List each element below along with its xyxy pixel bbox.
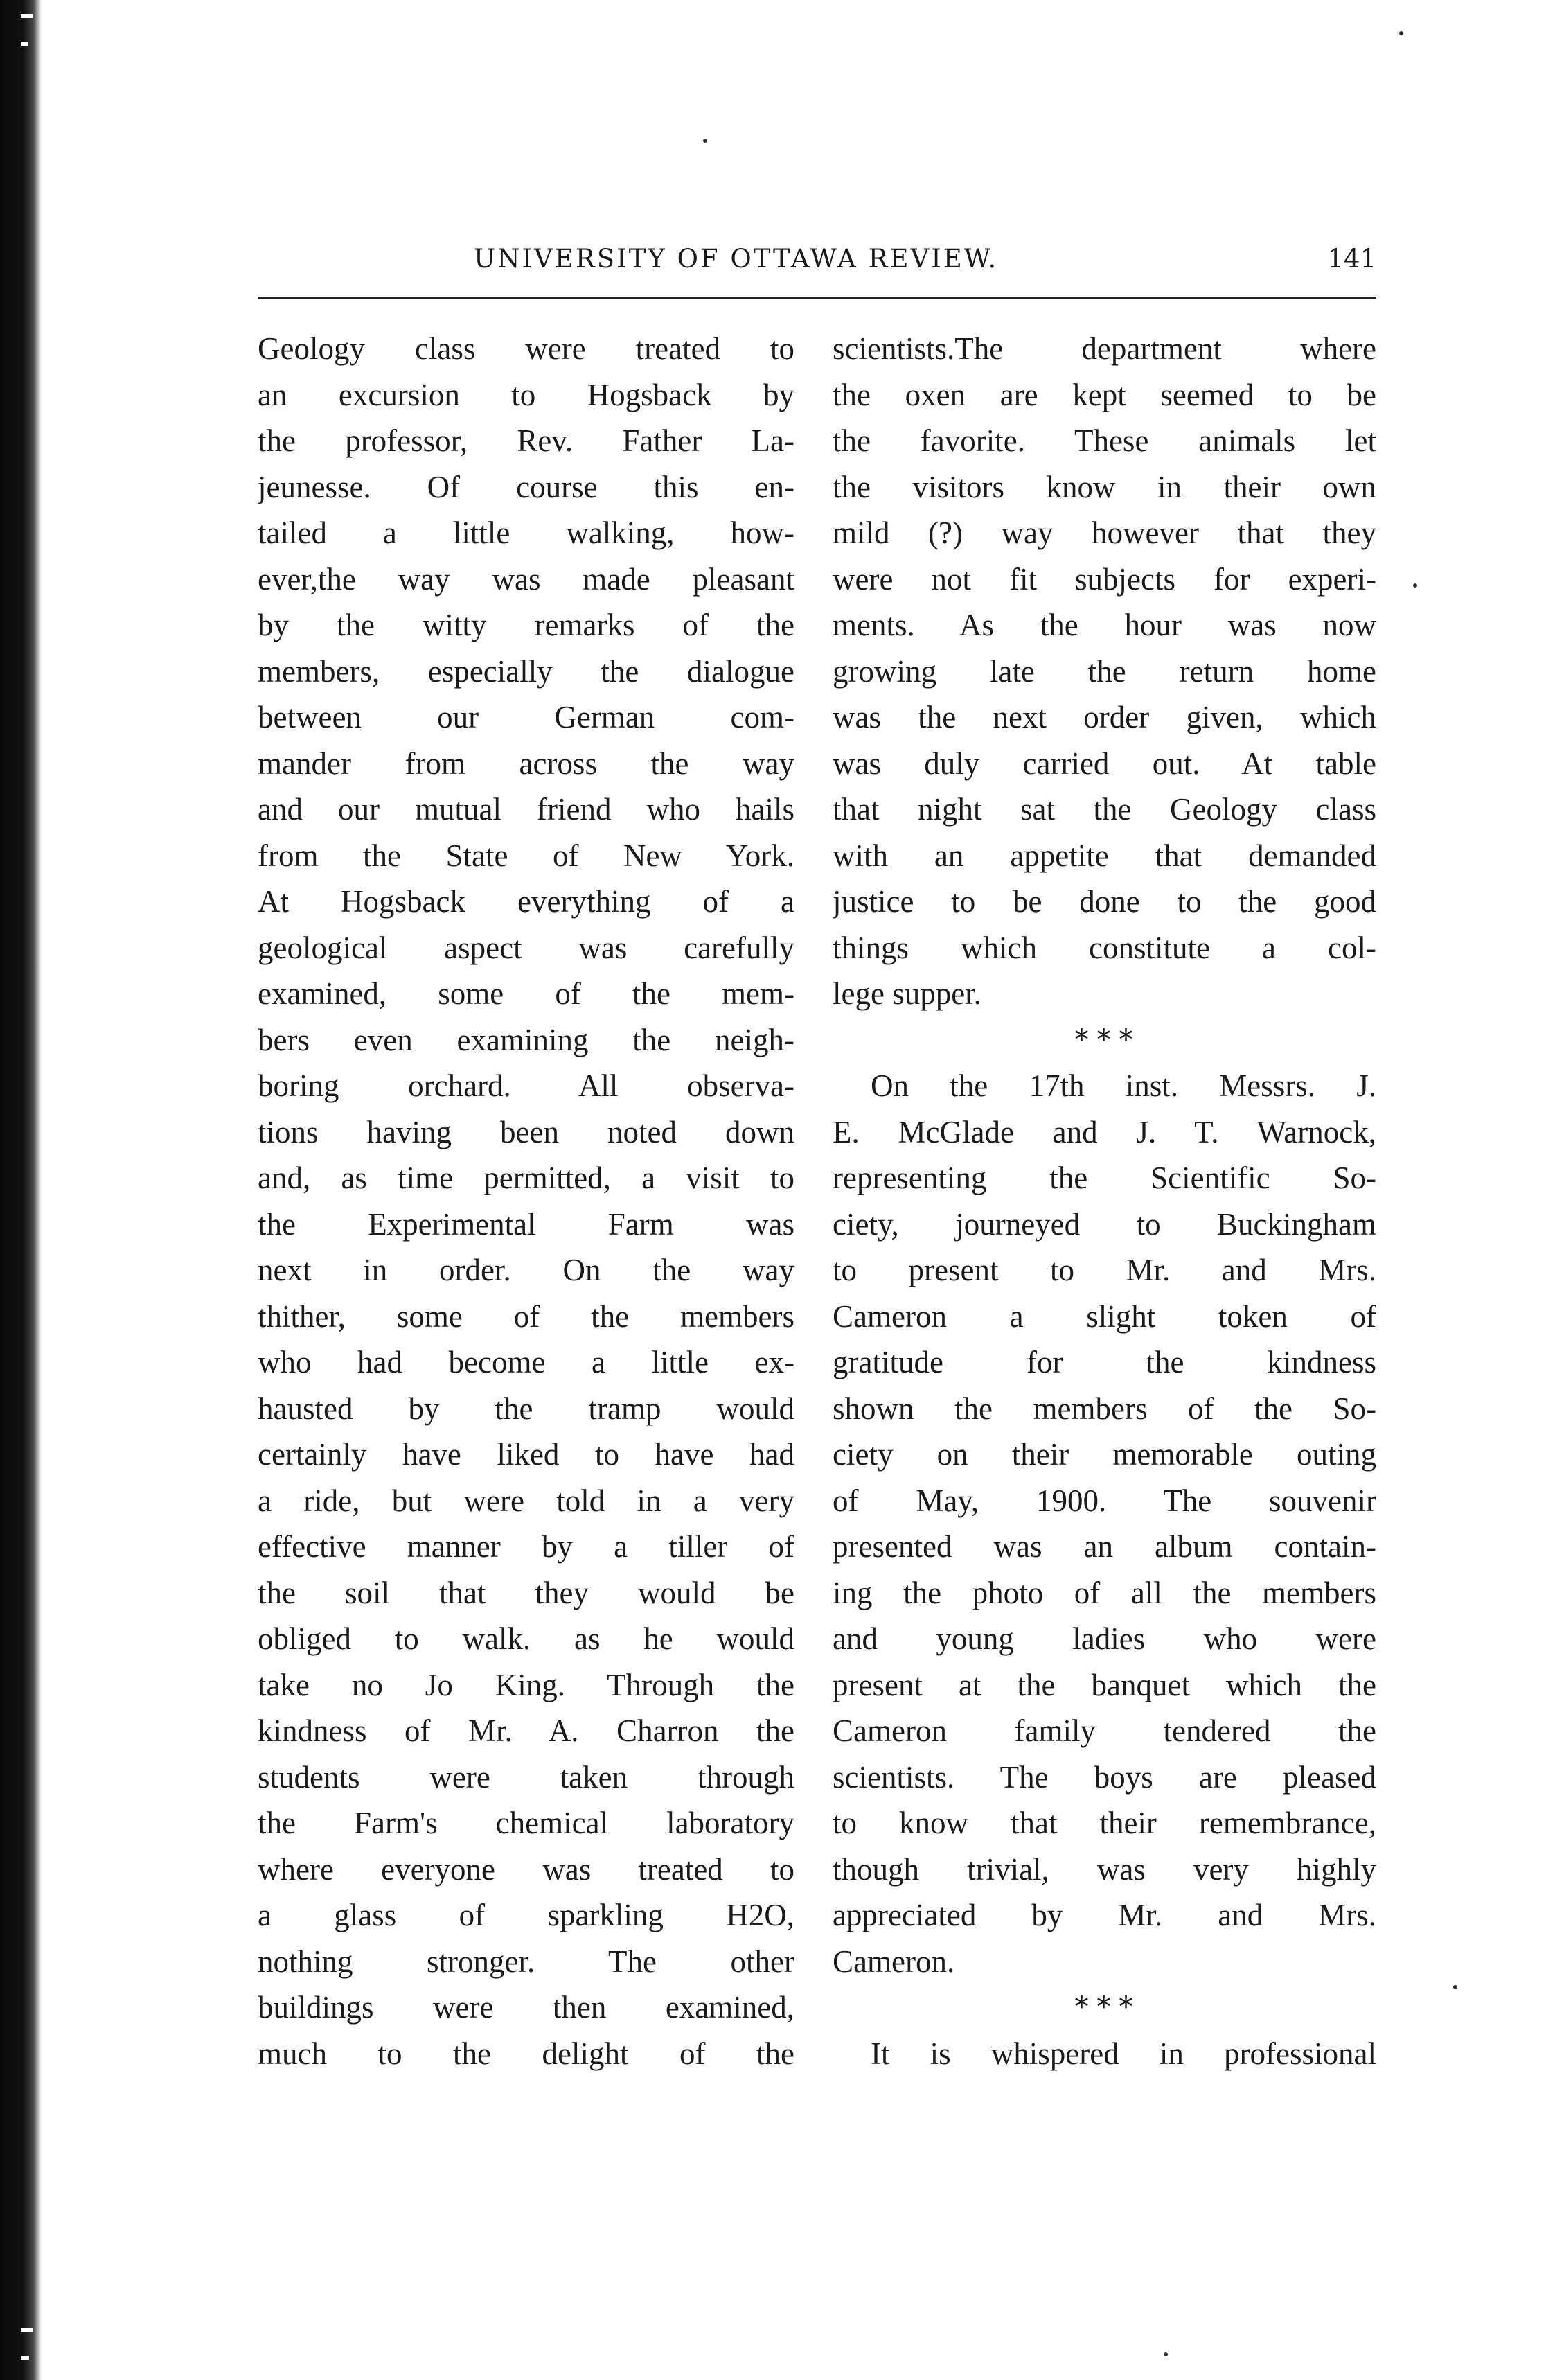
binding-edge [0,0,42,2380]
text-line: the professor, Rev. Father La- [258,423,794,458]
header-rule [258,297,1376,299]
text-line: between our German com- [258,700,794,734]
text-line: It is whispered in professional [871,2036,1376,2071]
text-line: ciety on their memorable outing [833,1437,1376,1472]
text-line: with an appetite that demanded [833,838,1376,873]
text-line: where everyone was treated to [258,1851,794,1887]
text-line: of May, 1900. The souvenir [833,1483,1376,1518]
text-line: geological aspect was carefully [258,930,794,965]
text-line: tions having been noted down [258,1114,794,1149]
scan-speck [21,42,28,46]
text-line: nothing stronger. The other [258,1943,794,1979]
text-line: ments. As the hour was now [833,608,1376,642]
left-column [258,326,794,2077]
running-head [258,244,1376,285]
text-line: and young ladies who were [833,1621,1376,1656]
scan-dot [703,139,707,143]
text-line: present at the banquet which the [833,1667,1376,1702]
text-line: certainly have liked to have had [258,1437,794,1472]
text-line: the soil that they would be [258,1575,794,1610]
text-line: scientists.The department where [833,331,1376,366]
text-line: Geology class were treated to [258,331,794,366]
text-line: and, as time permitted, a visit to [258,1161,794,1195]
text-line: to know that their remembrance, [833,1806,1376,1840]
text-line: ing the photo of all the members [833,1575,1376,1610]
text-line: the visitors know in their own [833,469,1376,504]
text-line: appreciated by Mr. and Mrs. [833,1898,1376,1932]
scan-dot [1413,583,1417,588]
scan-speck [21,2328,33,2332]
text-line: ciety, journeyed to Buckingham [833,1206,1376,1242]
text-line: Cameron a slight token of [833,1298,1376,1334]
scan-dot [1453,1985,1457,1989]
text-line: lege supper. [833,976,981,1011]
text-line: was the next order given, which [833,700,1376,734]
text-line: On the 17th inst. Messrs. J. [871,1068,1376,1103]
text-line: though trivial, was very highly [833,1851,1376,1887]
text-line: kindness of Mr. A. Charron the [258,1713,794,1748]
text-line: by the witty remarks of the [258,608,794,642]
text-line: the Farm's chemical laboratory [258,1806,794,1840]
text-line: the oxen are kept seemed to be [833,377,1376,412]
running-title: UNIVERSITY OF OTTAWA REVIEW. [474,244,999,274]
text-line: hausted by the tramp would [258,1391,794,1426]
text-line: representing the Scientific So- [833,1161,1376,1195]
text-line: members, especially the dialogue [258,653,794,689]
text-line: ever,the way was made pleasant [258,561,794,597]
text-line: the favorite. These animals let [833,423,1376,458]
text-line: a glass of sparkling H2O, [258,1898,794,1932]
text-line: effective manner by a tiller of [258,1529,794,1564]
text-line: take no Jo King. Through the [258,1667,794,1702]
text-line: an excursion to Hogsback by [258,377,794,412]
scan-speck [21,14,33,18]
text-line: Cameron. [833,1943,955,1979]
text-line: presented was an album contain- [833,1529,1376,1564]
text-line: were not fit subjects for experi- [833,561,1376,597]
text-line: At Hogsback everything of a [258,884,794,919]
text-line: to present to Mr. and Mrs. [833,1253,1376,1287]
text-line: bers even examining the neigh- [258,1022,794,1057]
text-line: and our mutual friend who hails [258,792,794,827]
text-line: gratitude for the kindness [833,1345,1376,1379]
text-line: the Experimental Farm was [258,1206,794,1242]
section-ornament: * * * [1074,1991,1135,2023]
text-line: boring orchard. All observa- [258,1068,794,1103]
text-line: scientists. The boys are pleased [833,1759,1376,1795]
text-line: growing late the return home [833,653,1376,689]
text-line: next in order. On the way [258,1253,794,1287]
text-line: things which constitute a col- [833,930,1376,965]
scan-speck [21,2356,29,2360]
text-line: buildings were then examined, [258,1990,794,2025]
text-line: mander from across the way [258,746,794,781]
text-line: examined, some of the mem- [258,976,794,1011]
scan-dot [1399,31,1403,35]
text-line: a ride, but were told in a very [258,1483,794,1518]
section-ornament: * * * [1074,1023,1135,1056]
text-line: who had become a little ex- [258,1345,794,1379]
text-line: E. McGlade and J. T. Warnock, [833,1114,1376,1149]
text-line: from the State of New York. [258,838,794,873]
text-line: shown the members of the So- [833,1391,1376,1426]
text-line: that night sat the Geology class [833,792,1376,827]
text-line: mild (?) way however that they [833,515,1376,550]
text-line: students were taken through [258,1759,794,1795]
text-line: obliged to walk. as he would [258,1621,794,1656]
page-number: 141 [1327,244,1376,274]
text-line: tailed a little walking, how- [258,515,794,550]
text-line: thither, some of the members [258,1298,794,1334]
text-line: was duly carried out. At table [833,746,1376,781]
text-line: jeunesse. Of course this en- [258,469,794,504]
scan-dot [1164,2352,1168,2356]
text-line: Cameron family tendered the [833,1713,1376,1748]
right-column [833,326,1376,2077]
text-line: much to the delight of the [258,2036,794,2071]
text-line: justice to be done to the good [833,884,1376,919]
